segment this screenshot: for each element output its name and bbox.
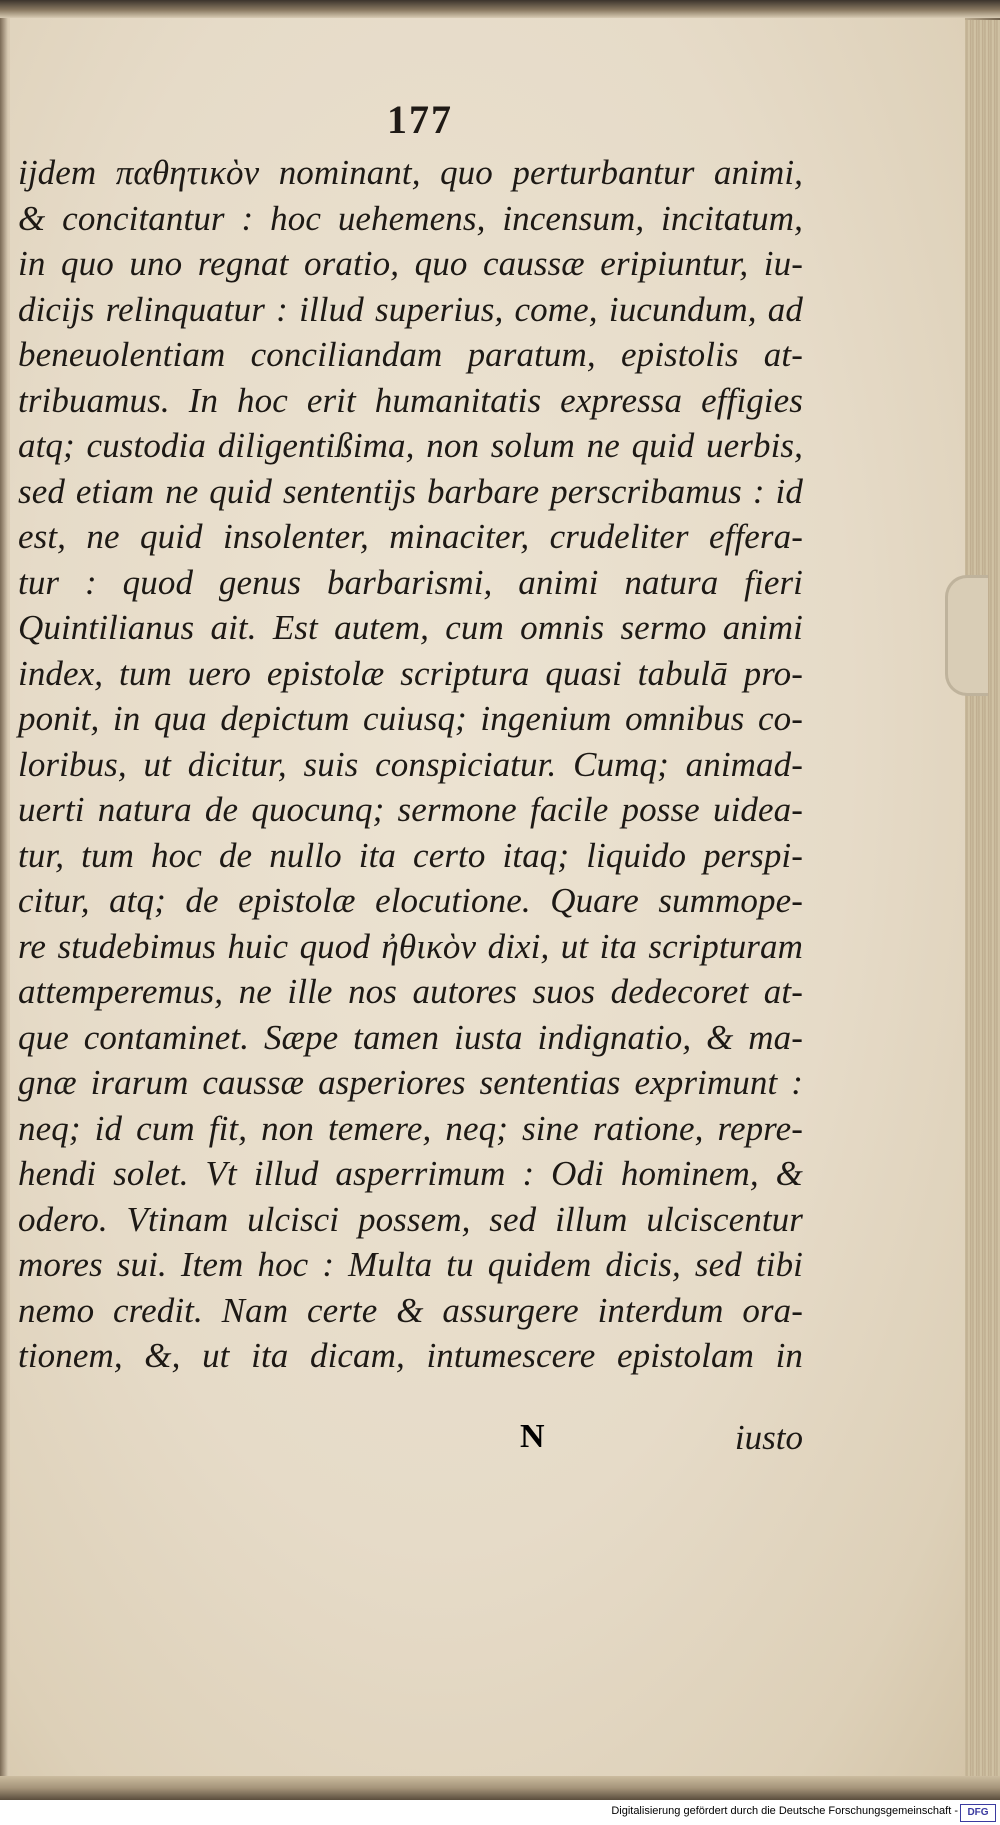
- catch-row: [18, 1418, 803, 1464]
- text-line: tur, tum hoc de nullo ita certo itaq; liquido perspi-: [18, 835, 803, 875]
- text-line: beneuolentiam conciliandam paratum, epistolis at-: [18, 335, 803, 374]
- signature-mark: N: [520, 1418, 545, 1455]
- text-line: sed etiam ne quid sententijs barbare perscribamus : id: [18, 471, 803, 511]
- text-line: uerti natura de quocunq; sermone facile posse uidea-: [18, 790, 803, 829]
- text-line: & concitantur : hoc uehemens, incensum, incitatum,: [18, 198, 803, 238]
- text-line: ijdem παθητικὸν nominant, quo perturbantur animi,: [18, 153, 803, 192]
- text-line: loribus, ut dicitur, suis conspiciatur. Cumq; animad-: [18, 744, 803, 784]
- text-line: tionem, &, ut ita dicam, intumescere epistolam in: [18, 1336, 803, 1375]
- text-line: tur : quod genus barbarismi, animi natura fieri: [18, 562, 803, 602]
- text-line: tribuamus. In hoc erit humanitatis expressa effigies: [18, 380, 803, 420]
- text-line: que contaminet. Sæpe tamen iusta indignatio, & ma-: [18, 1017, 803, 1057]
- text-line: est, ne quid insolenter, minaciter, crudeliter effera-: [18, 517, 803, 556]
- text-line: mores sui. Item hoc : Multa tu quidem dicis, sed tibi: [18, 1245, 803, 1284]
- footer-credit: Digitalisierung gefördert durch die Deutsche Forschungsgemeinschaft -: [611, 1805, 958, 1817]
- text-line: in quo uno regnat oratio, quo caussæ eripiuntur, iu-: [18, 244, 803, 283]
- text-line: index, tum uero epistolæ scriptura quasi tabulā pro-: [18, 653, 803, 693]
- text-line: re studebimus huic quod ἠθικὸν dixi, ut ita scripturam: [18, 926, 803, 966]
- text-line: gnæ irarum caussæ asperiores sententias exprimunt :: [18, 1063, 803, 1102]
- text-line: attemperemus, ne ille nos autores suos dedecoret at-: [18, 972, 803, 1011]
- book-clasp: [945, 575, 988, 696]
- book-bottom-edge: [0, 1776, 1000, 1800]
- book-top-edge: [0, 0, 1000, 18]
- dfg-logo-icon: DFG: [960, 1804, 996, 1822]
- page-edges: [965, 20, 1000, 1780]
- text-line: hendi solet. Vt illud asperrimum : Odi hominem, &: [18, 1154, 803, 1193]
- page-number: 177: [387, 97, 453, 142]
- text-line: ponit, in qua depictum cuiusq; ingenium omnibus co-: [18, 699, 803, 738]
- text-line: dicijs relinquatur : illud superius, come, iucundum, ad: [18, 289, 803, 329]
- footer-bar: [0, 1800, 1000, 1825]
- text-line: odero. Vtinam ulcisci possem, sed illum ulciscentur: [18, 1199, 803, 1239]
- text-line: atq; custodia diligentißima, non solum ne quid uerbis,: [18, 426, 803, 465]
- text-line: citur, atq; de epistolæ elocutione. Quare summope-: [18, 881, 803, 920]
- catchword: iusto: [734, 1418, 803, 1457]
- text-line: neq; id cum fit, non temere, neq; sine ratione, repre-: [18, 1108, 803, 1148]
- body-text: [18, 150, 803, 1379]
- text-line: nemo credit. Nam certe & assurgere interdum ora-: [18, 1290, 803, 1330]
- text-line: Quintilianus ait. Est autem, cum omnis sermo animi: [18, 608, 803, 647]
